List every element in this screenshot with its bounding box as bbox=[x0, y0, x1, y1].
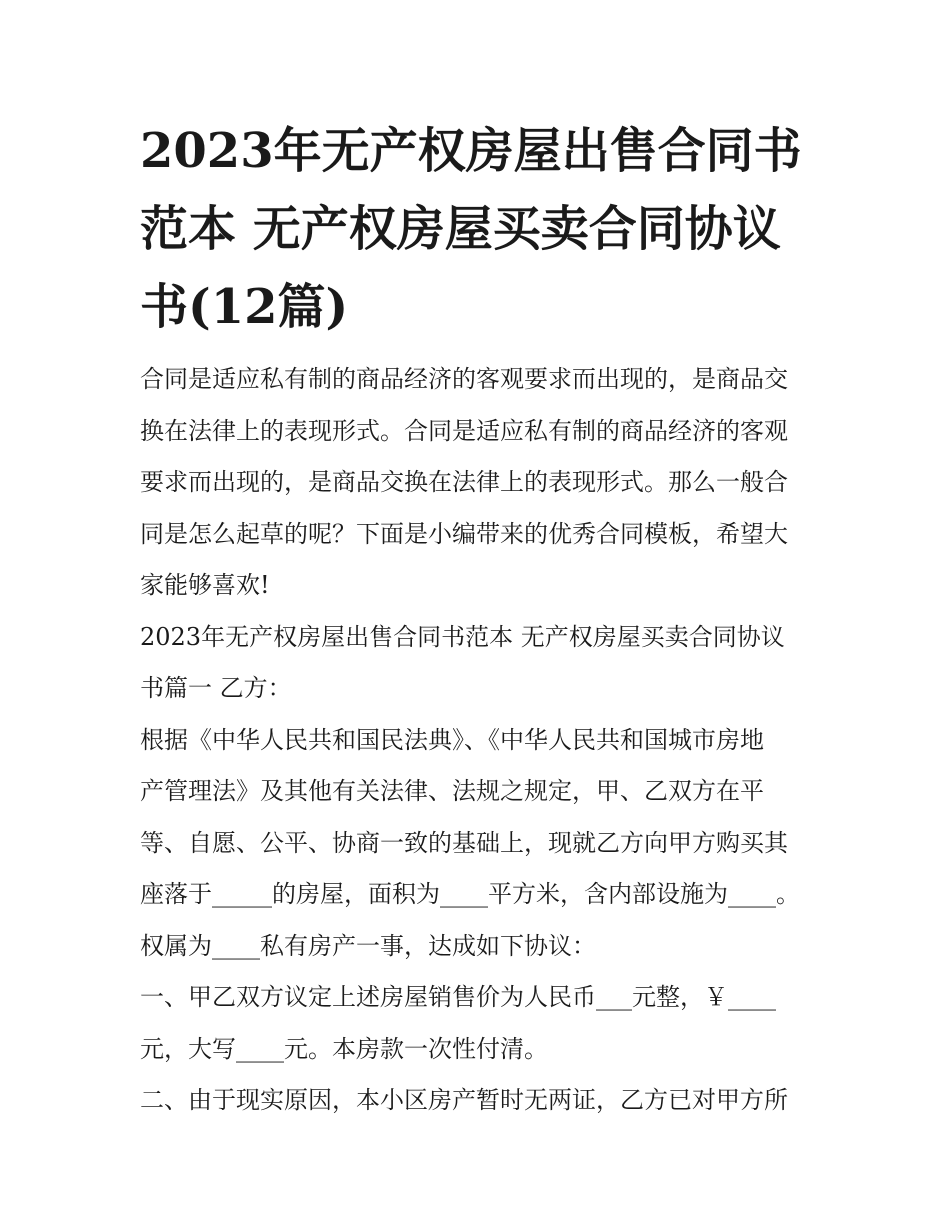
body-line: 2023年无产权房屋出售合同书范本 无产权房屋买卖合同协议 bbox=[140, 622, 785, 651]
body-line: 座落于_____的房屋，面积为____平方米，含内部设施为____。 bbox=[140, 880, 800, 908]
body-line: 一、甲乙双方议定上述房屋销售价为人民币___元整，￥____ bbox=[140, 983, 776, 1011]
body-line: 换在法律上的表现形式。合同是适应私有制的商品经济的客观 bbox=[140, 416, 788, 445]
body-line: 书篇一 乙方： bbox=[140, 674, 292, 702]
body-line: 元，大写____元。本房款一次性付清。 bbox=[140, 1034, 548, 1063]
body-line: 根据《中华人民共和国民法典》、《中华人民共和国城市房地 bbox=[140, 725, 764, 754]
body-line: 合同是适应私有制的商品经济的客观要求而出现的，是商品交 bbox=[140, 365, 788, 393]
body-line: 家能够喜欢! bbox=[140, 571, 270, 599]
body-line: 权属为____私有房产一事，达成如下协议： bbox=[140, 931, 596, 960]
body-line: 等、自愿、公平、协商一致的基础上，现就乙方向甲方购买其 bbox=[140, 828, 788, 857]
document-body bbox=[140, 354, 830, 1127]
title-line: 2023年无产权房屋出售合同书 bbox=[140, 123, 802, 179]
title-line: 范本 无产权房屋买卖合同协议 bbox=[140, 201, 781, 257]
document-title bbox=[140, 112, 820, 346]
body-line: 二、由于现实原因，本小区房产暂时无两证，乙方已对甲方所 bbox=[140, 1086, 788, 1114]
body-line: 产管理法》及其他有关法律、法规之规定，甲、乙双方在平 bbox=[140, 777, 764, 805]
body-line: 要求而出现的，是商品交换在法律上的表现形式。那么一般合 bbox=[140, 468, 788, 496]
body-line: 同是怎么起草的呢？下面是小编带来的优秀合同模板，希望大 bbox=[140, 519, 788, 548]
title-line: 书(12篇) bbox=[140, 279, 349, 335]
